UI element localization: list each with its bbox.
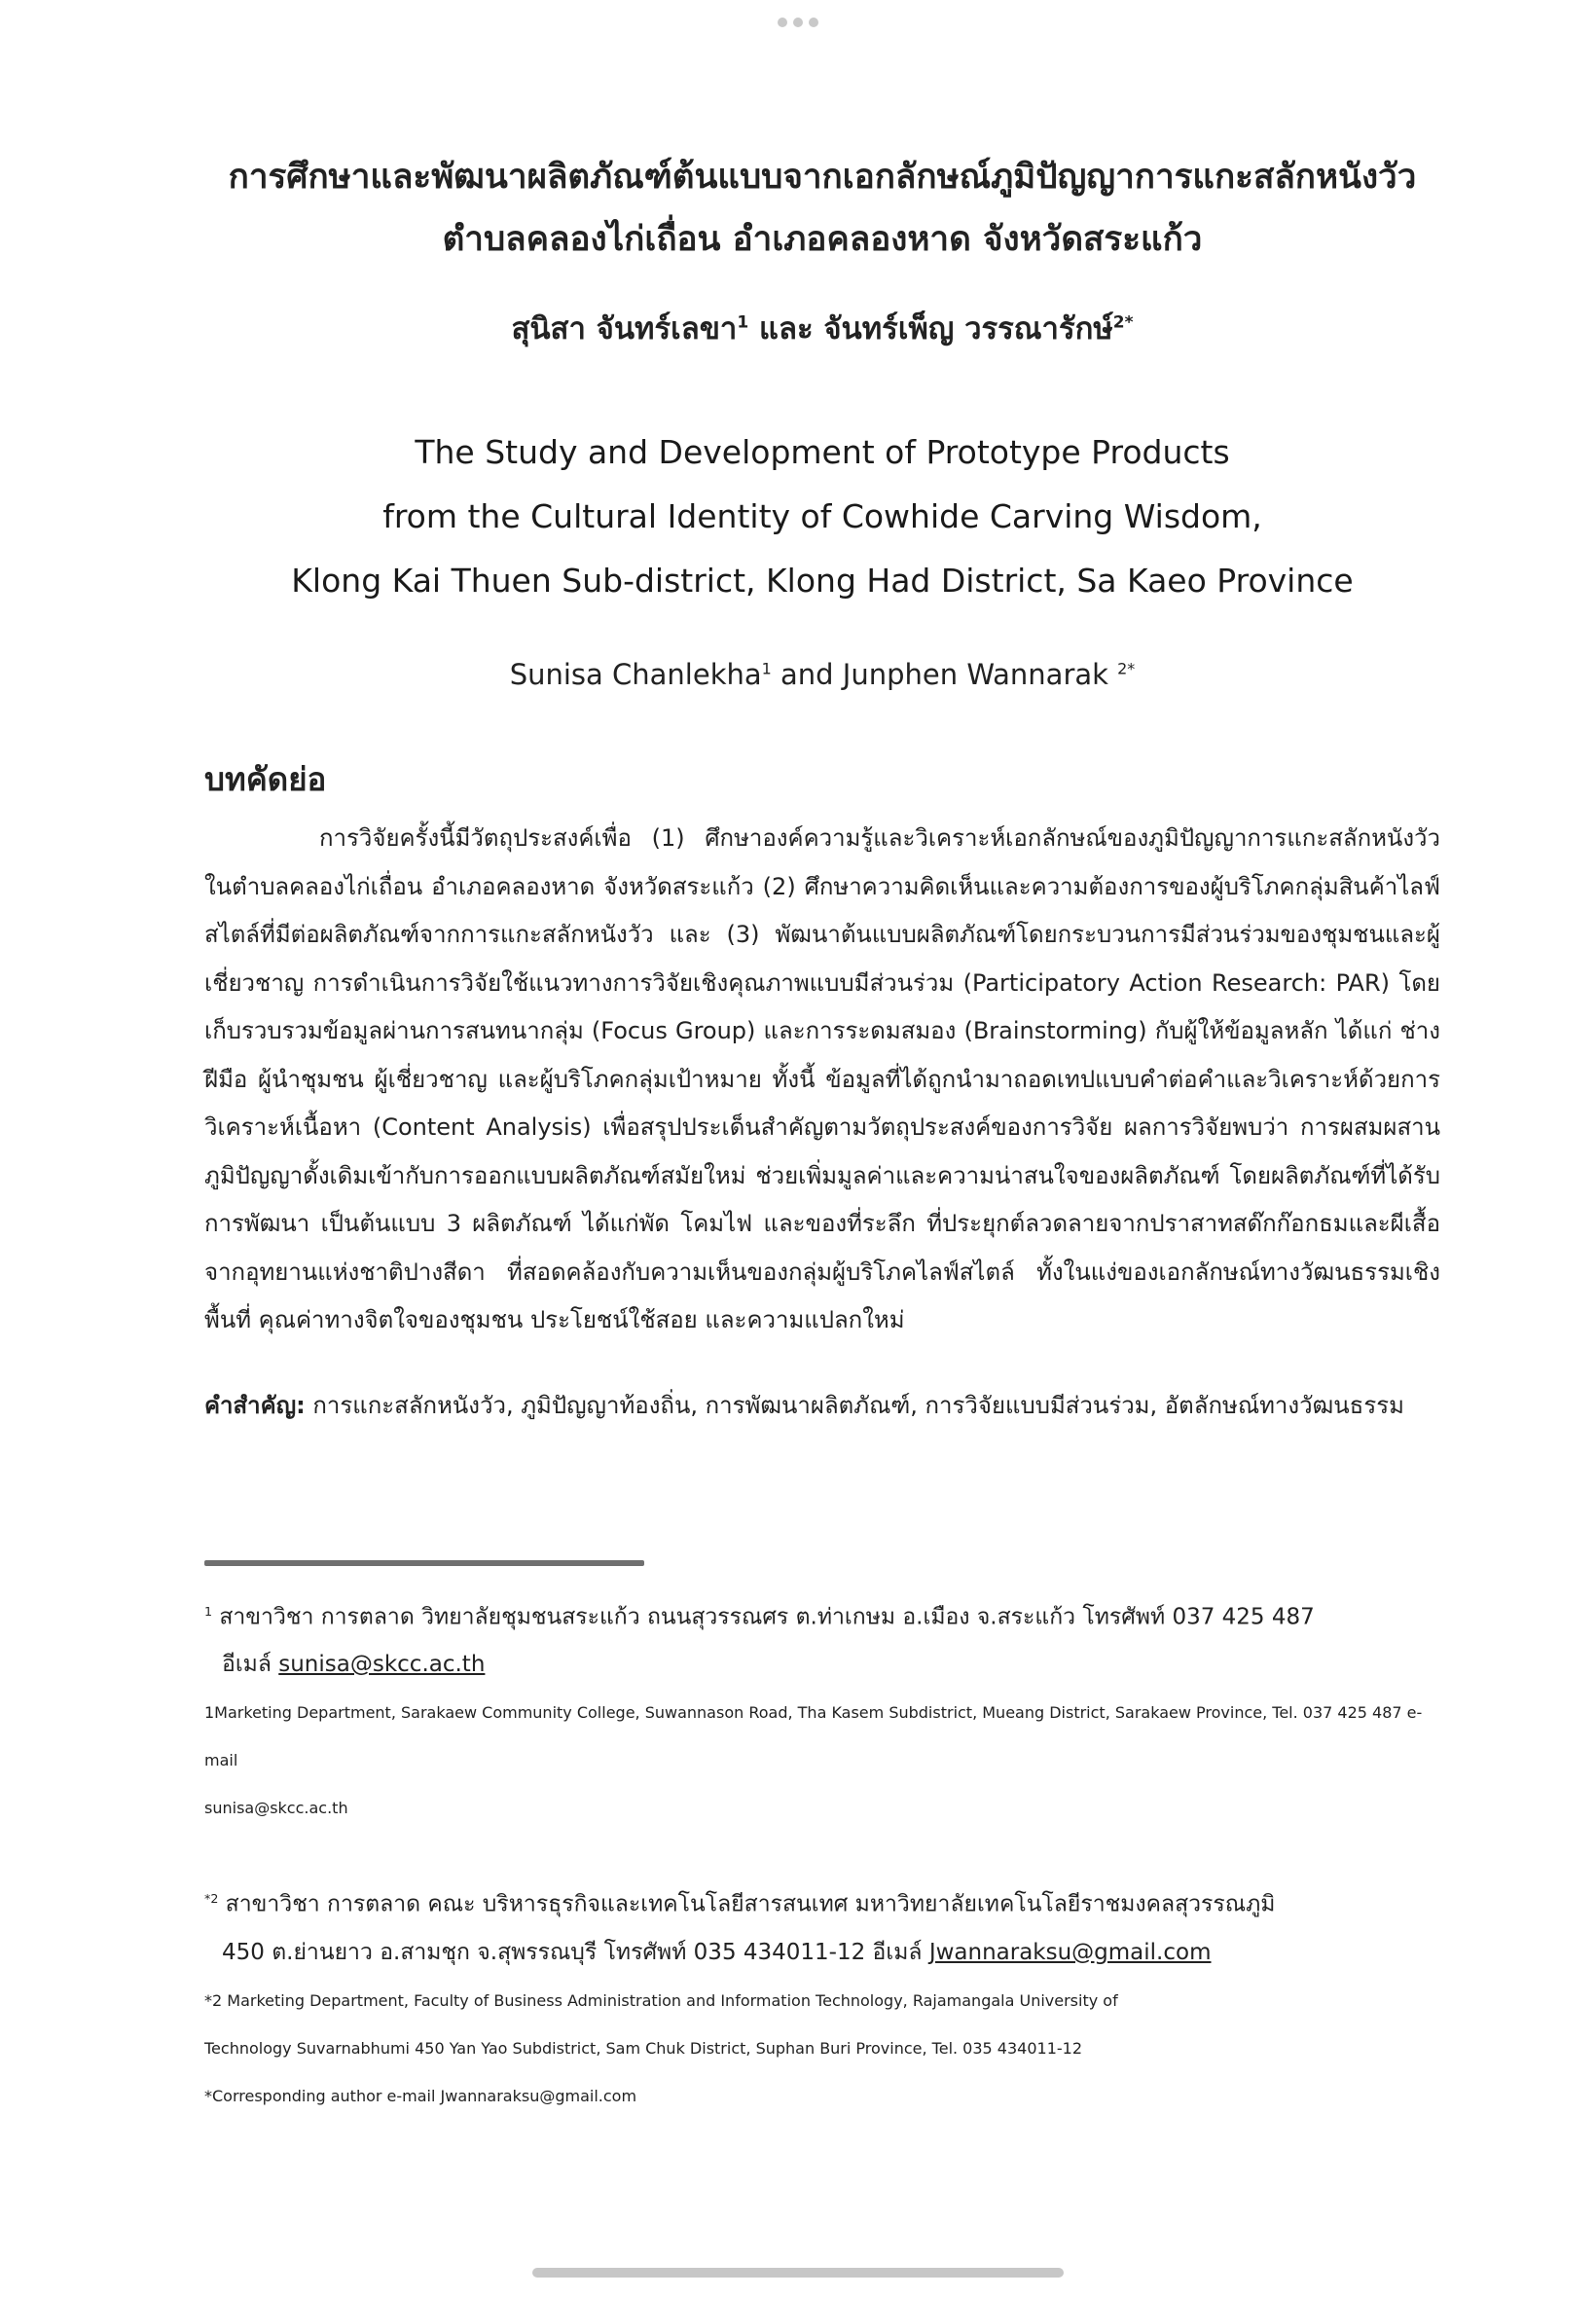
english-author1-mark: 1 (761, 659, 772, 678)
english-title (204, 420, 1440, 613)
footnote-1 (204, 1587, 1440, 1833)
footnote2-eng-line2: Technology Suvarnabhumi 450 Yan Yao Subdistrict, Sam Chuk District, Suphan Buri Province, Tel. 035 434011-12 (204, 2038, 1083, 2058)
footnote-2 (204, 1875, 1440, 2120)
footnote1-eng-line2: sunisa@skcc.ac.th (204, 1799, 348, 1818)
footnote2-thai (204, 1875, 1440, 1977)
abstract-body: การวิจัยครั้งนี้มีวัตถุประสงค์เพื่อ (1) ศึกษาองค์ความรู้และวิเคราะห์เอกลักษณ์ของภูมิปัญญาการแกะสลักหนังวัวในตำบลคลองไก่เถื่อน อำเภอคลองหาด จังหวัดสระแก้ว (2) ศึกษาความคิดเห็นและความต้องการของผู้บริโภคกลุ่มสินค้าไลฟ์สไตล์ที่มีต่อผลิตภัณฑ์จากการแกะสลักหนังวัว และ (3) พัฒนาต้นแบบผลิตภัณฑ์โดยกระบวนการมีส่วนร่วมของชุมชนและผู้เชี่ยวชาญ การดำเนินการวิจัยใช้แนวทางการวิจัยเชิงคุณภาพแบบมีส่วนร่วม (Participatory Action Research: PAR) โดยเก็บรวบรวมข้อมูลผ่านการสนทนากลุ่ม (Focus Group) และการระดมสมอง (Brainstorming) กับผู้ให้ข้อมูลหลัก ได้แก่ ช่างฝีมือ ผู้นำชุมชน ผู้เชี่ยวชาญ และผู้บริโภคกลุ่มเป้าหมาย ทั้งนี้ ข้อมูลที่ได้ถูกนำมาถอดเทปแบบคำต่อคำและวิเคราะห์ด้วยการวิเคราะห์เนื้อหา (Content Analysis) เพื่อสรุปประเด็นสำคัญตามวัตถุประสงค์ของการวิจัย ผลการวิจัยพบว่า การผสมผสานภูมิปัญญาดั้งเดิมเข้ากับการออกแบบผลิตภัณฑ์สมัยใหม่ ช่วยเพิ่มมูลค่าและความน่าสนใจของผลิตภัณฑ์ โดยผลิตภัณฑ์ที่ได้รับการพัฒนา เป็นต้นแบบ 3 ผลิตภัณฑ์ ได้แก่พัด โคมไฟ และของที่ระลึก ที่ประยุกต์ลวดลายจากปราสาทสด๊กก๊อกธมและผีเสื้อจากอุทยานแห่งชาติปางสีดา ที่สอดคล้องกับความเห็นของกลุ่มผู้บริโภคไลฟ์สไตล์ ทั้งในแง่ของเอกลักษณ์ทางวัฒนธรรมเชิงพื้นที่ คุณค่าทางจิตใจของชุมชน ประโยชน์ใช้สอย และความแปลกใหม่ (204, 824, 1440, 1333)
thai-author1: สุนิสา จันทร์เลขา (511, 311, 738, 346)
footnote2-eng-line1: *2 Marketing Department, Faculty of Business Administration and Information Technology, Rajamangala University of (204, 1990, 1118, 2010)
footnote2-thai-line1 (204, 1875, 1440, 1929)
keywords-label: คำสำคัญ: (204, 1391, 306, 1419)
footnote2-email-link[interactable]: Jwannaraksu@gmail.com (928, 1939, 1212, 1965)
footnote1-english (204, 1689, 1440, 1832)
footnote1-thai-text: สาขาวิชา การตลาด วิทยาลัยชุมชนสระแก้ว ถนนสุวรรณศร ต.ท่าเกษม อ.เมือง จ.สระแก้ว โทรศัพท์ 037 425 487 (212, 1604, 1315, 1630)
keywords (204, 1386, 1440, 1424)
document-page (204, 146, 1440, 2120)
footnote1-thai-line1 (204, 1587, 1440, 1642)
footnote1-thai-line2 (204, 1641, 1440, 1689)
home-indicator-bar[interactable] (532, 2268, 1064, 2278)
thai-authors (204, 304, 1440, 352)
thai-title-line2: ตำบลคลองไก่เถื่อน อำเภอคลองหาด จังหวัดสระแก้ว (442, 220, 1203, 259)
english-title-line2: from the Cultural Identity of Cowhide Carving Wisdom, (382, 497, 1262, 535)
footnote2-eng-line3: *Corresponding author e-mail Jwannaraksu@gmail.com (204, 2086, 637, 2105)
english-title-line1: The Study and Development of Prototype Products (415, 433, 1230, 471)
footnote2-english (204, 1977, 1440, 2120)
thai-title-line1: การศึกษาและพัฒนาผลิตภัณฑ์ต้นแบบจากเอกลักษณ์ภูมิปัญญาการแกะสลักหนังวัว (228, 158, 1417, 197)
footnote1-email-label: อีเมล์ (222, 1652, 279, 1678)
thai-author2-mark: 2* (1112, 312, 1134, 333)
footnote2-mark: *2 (204, 1891, 219, 1907)
footnote1-thai (204, 1587, 1440, 1690)
keywords-text: การแกะสลักหนังวัว, ภูมิปัญญาท้องถิ่น, การพัฒนาผลิตภัณฑ์, การวิจัยแบบมีส่วนร่วม, อัตลักษณ์ทางวัฒนธรรม (305, 1391, 1404, 1419)
dot-icon (778, 18, 787, 27)
footnote1-eng-line1: 1Marketing Department, Sarakaew Community College, Suwannason Road, Tha Kasem Subdistrict, Mueang District, Sarakaew Province, Tel. 037 425 487 e-mail (204, 1703, 1423, 1770)
english-author2-mark: 2* (1117, 659, 1136, 678)
english-and-author2: and Junphen Wannarak (771, 658, 1118, 691)
footnote2-thai-line2 (204, 1929, 1440, 1977)
thai-author1-mark: 1 (737, 312, 749, 333)
thai-author2: จันทร์เพ็ญ วรรณารักษ์ (823, 311, 1113, 346)
thai-title (204, 146, 1440, 271)
more-options-handle[interactable] (778, 18, 818, 27)
footnote1-mark: 1 (204, 1603, 213, 1619)
footnote2-thai-text: สาขาวิชา การตลาด คณะ บริหารธุรกิจและเทคโนโลยีสารสนเทศ มหาวิทยาลัยเทคโนโลยีราชมงคลสุวรรณภูมิ (218, 1891, 1276, 1917)
dot-icon (809, 18, 818, 27)
thai-and: และ (748, 311, 824, 346)
english-title-line3: Klong Kai Thuen Sub-district, Klong Had District, Sa Kaeo Province (291, 562, 1354, 600)
abstract-heading: บทคัดย่อ (204, 760, 327, 798)
english-author1: Sunisa Chanlekha (509, 658, 762, 691)
footnote1-email-link[interactable]: sunisa@skcc.ac.th (278, 1652, 486, 1678)
footnote2-address: 450 ต.ย่านยาว อ.สามชุก จ.สุพรรณบุรี โทรศัพท์ 035 434011-12 อีเมล์ (222, 1939, 929, 1965)
dot-icon (793, 18, 803, 27)
english-authors (204, 658, 1440, 691)
footnote-divider (204, 1560, 644, 1566)
